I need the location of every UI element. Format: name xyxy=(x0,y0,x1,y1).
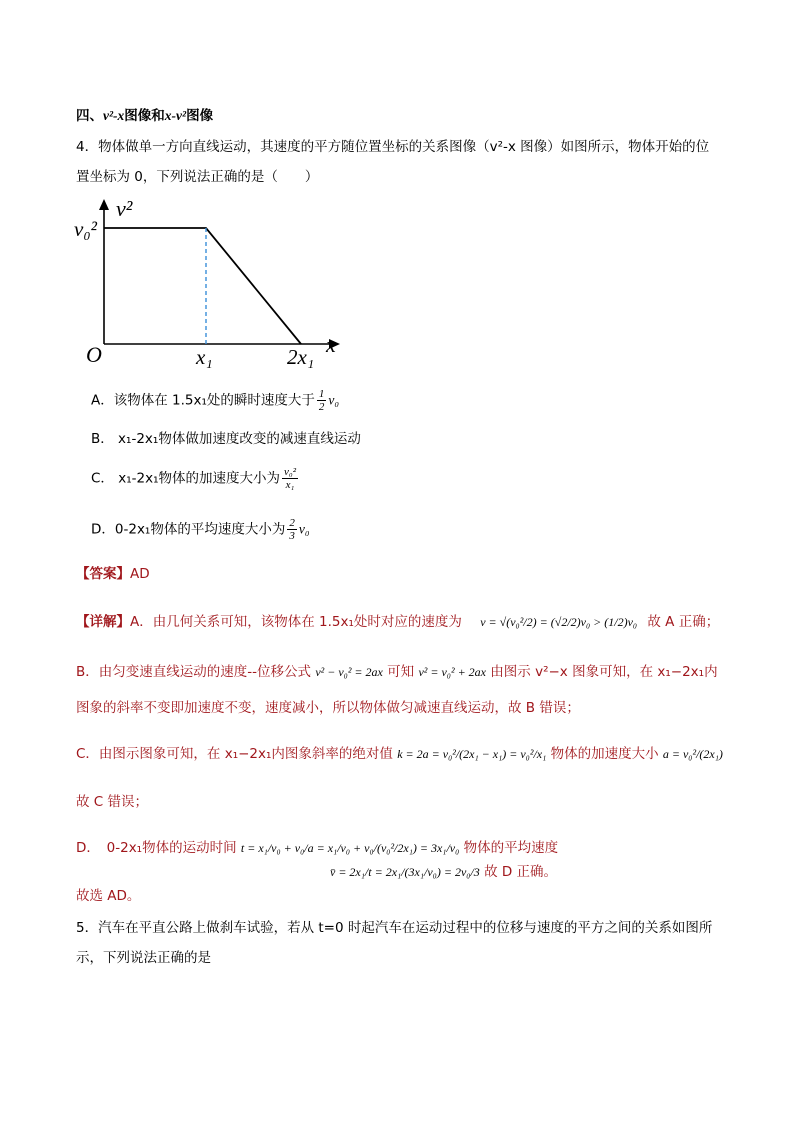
q5-line2: 示，下列说法正确的是 xyxy=(76,950,211,966)
option-c-fraction xyxy=(282,466,298,491)
detail-d-line xyxy=(76,836,558,856)
option-c-frac-den: x₁ xyxy=(285,479,295,491)
detail-b-pre: B．由匀变速直线运动的速度--位移公式 xyxy=(76,664,312,680)
detail-label: 【详解】 xyxy=(76,614,130,630)
y-axis-arrow xyxy=(99,199,109,210)
heading-part2: x-v² xyxy=(164,108,187,123)
detail-b-mid: 可知 xyxy=(387,664,415,680)
y-axis-label: v² xyxy=(116,196,133,221)
detail-a-math: v = √(v₀²/2) = (√2/2)v₀ > (1/2)v₀ xyxy=(480,615,638,629)
option-a-tail: v₀ xyxy=(328,392,340,408)
section-heading xyxy=(76,104,213,124)
option-d-frac-num: 2 xyxy=(289,517,295,529)
option-a-text: A．该物体在 1.5x₁处的瞬时速度大于 xyxy=(91,392,315,409)
v2-curve xyxy=(104,228,301,344)
heading-part1: v²-x xyxy=(103,108,125,123)
option-c-text: C． x₁-2x₁物体的加速度大小为 xyxy=(91,470,280,487)
detail-b-post: 由图示 v²−x 图象可知，在 x₁−2x₁内 xyxy=(490,664,718,680)
detail-a-text: A．由几何关系可知，该物体在 1.5x₁处时对应的速度为 xyxy=(130,614,462,630)
detail-c-mid: 物体的加速度大小 xyxy=(550,746,659,762)
option-d-tail: v₀ xyxy=(298,521,310,537)
detail-d-line2 xyxy=(330,860,557,880)
option-d-text: D．0-2x₁物体的平均速度大小为 xyxy=(91,521,286,538)
detail-a xyxy=(76,610,719,630)
option-a-fraction xyxy=(317,388,327,413)
heading-mid: 图像和 xyxy=(124,108,165,124)
option-c[interactable] xyxy=(91,466,300,491)
detail-c-tail: 故 C 错误； xyxy=(76,794,149,810)
answer-value: AD xyxy=(130,566,150,582)
detail-b-formula2: v² = v₀² + 2ax xyxy=(418,665,486,679)
y-tick-v0-squared: v₀² xyxy=(74,217,97,241)
detail-d-pre: D． 0-2x₁物体的运动时间 xyxy=(76,840,237,856)
detail-c-line xyxy=(76,742,723,762)
q5-line1: 5．汽车在平直公路上做刹车试验，若从 t=0 时起汽车在运动过程中的位移与速度的平方之间的关系如图所 xyxy=(76,920,713,936)
q4-line2: 置坐标为 0，下列说法正确的是（ ） xyxy=(76,169,319,185)
detail-conclusion: 故选 AD。 xyxy=(76,888,141,904)
option-a[interactable] xyxy=(91,388,339,413)
x-tick-x1: x₁ xyxy=(196,345,213,369)
option-c-frac-num: v₀² xyxy=(283,466,296,478)
detail-c-formula1: k = 2a = v₀²/(2x₁ − x₁) = v₀²/x₁ xyxy=(397,747,547,761)
detail-b-line1 xyxy=(76,660,718,680)
detail-b-formula1: v² − v₀² = 2ax xyxy=(315,665,383,679)
detail-a-tail: 故 A 正确； xyxy=(647,614,720,630)
detail-d-formula2: v̄ = 2x₁/t = 2x₁/(3x₁/v₀) = 2v₀/3 xyxy=(330,865,480,879)
x-tick-2x1: 2x₁ xyxy=(287,345,315,369)
heading-suffix: 图像 xyxy=(186,108,214,124)
q4-line1: 4．物体做单一方向直线运动，其速度的平方随位置坐标的关系图像（v²-x 图像）如图所示，物体开始的位 xyxy=(76,139,710,155)
option-d[interactable] xyxy=(91,517,310,542)
answer-line xyxy=(76,562,150,582)
detail-c-formula2: a = v₀²/(2x₁) xyxy=(662,747,723,761)
detail-d-formula1: t = x₁/v₀ + v₀/a = x₁/v₀ + v₀/(v₀²/2x₁) = 3x₁/v₀ xyxy=(240,841,460,855)
answer-label: 【答案】 xyxy=(76,566,130,582)
detail-d-mid: 物体的平均速度 xyxy=(463,840,559,856)
option-d-frac-den: 3 xyxy=(289,530,295,542)
detail-c-pre: C．由图示图象可知，在 x₁−2x₁内图象斜率的绝对值 xyxy=(76,746,393,762)
x-axis-label: x xyxy=(326,332,336,357)
option-a-frac-num: 1 xyxy=(318,388,325,400)
option-a-frac-den: 2 xyxy=(318,401,325,413)
option-b[interactable] xyxy=(91,427,361,447)
detail-b-line2: 图象的斜率不变即加速度不变，速度减小，所以物体做匀减速直线运动，故 B 错误； xyxy=(76,700,580,716)
v2-x-graph xyxy=(70,194,350,374)
detail-d-tail: 故 D 正确。 xyxy=(484,864,558,880)
origin-label: O xyxy=(86,342,102,367)
option-d-fraction xyxy=(287,517,297,542)
heading-prefix: 四、 xyxy=(76,108,103,124)
option-b-text: B． x₁-2x₁物体做加速度改变的减速直线运动 xyxy=(91,431,361,447)
